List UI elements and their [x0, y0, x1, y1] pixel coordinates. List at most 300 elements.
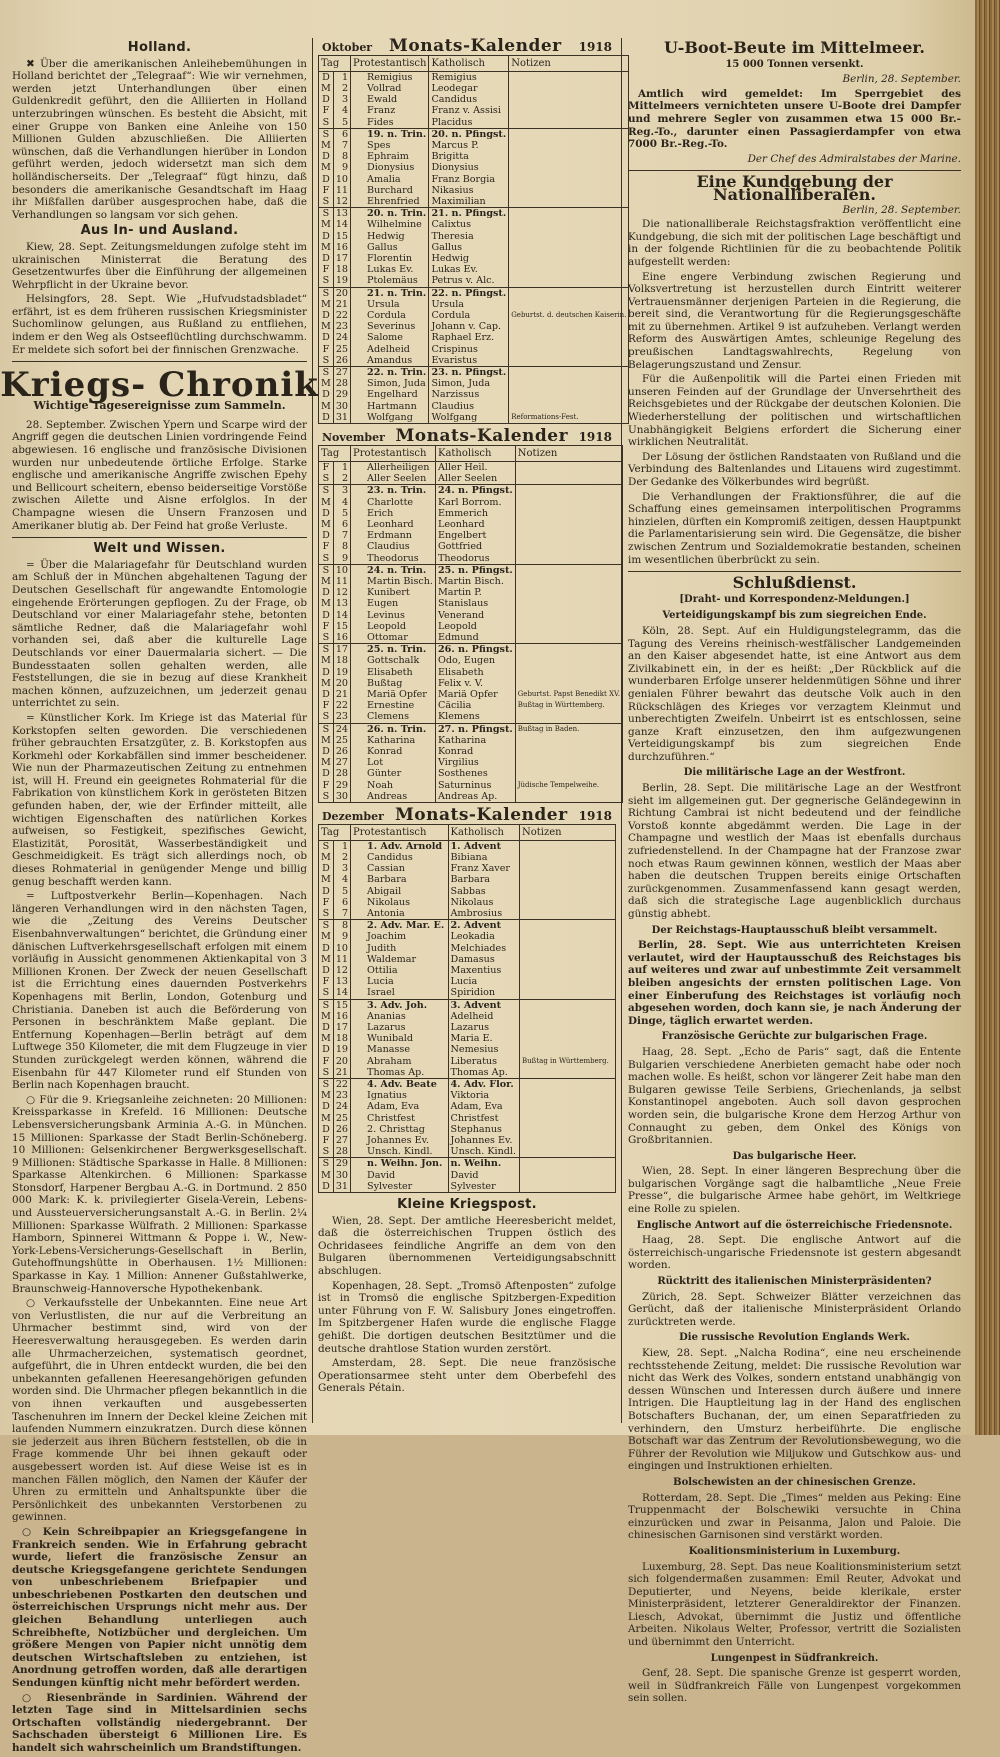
calendar-catholic: Leonhard	[435, 519, 515, 530]
ausland-article-helsingfors: Helsingfors, 28. Sept. Wie „Hufvudstadsbladet“ erfährt, ist es dem früheren russischen Kriegsminister Suchomlinow gelungen, aus Rußland zu entfliehen, indem er den Weg als Ostseeflüchtling durchschwamm. Er meldete sich sofort bei der finnischen Grenzwache.	[12, 293, 307, 356]
calendar-date: 25	[333, 1113, 350, 1124]
calendar-protestant: Amalia	[351, 174, 429, 185]
news-heading: Rücktritt des italienischen Ministerpräsidenten?	[657, 1276, 932, 1288]
calendar-protestant: Clemens	[351, 711, 436, 723]
calendar-protestant: 26. n. Trin.	[351, 723, 436, 735]
calendar-catholic: Hedwig	[429, 253, 509, 264]
calendar-day-row	[319, 735, 623, 746]
calendar-date: 12	[333, 587, 350, 598]
ubot-signature: Der Chef des Admiralstabes der Marine.	[747, 152, 961, 165]
calendar-protestant: Bußtag	[351, 678, 436, 689]
calendar-day-row	[319, 621, 623, 632]
kleine-kriegspost-heading: Kleine Kriegspost.	[397, 1197, 537, 1213]
calendar-day-row	[319, 564, 623, 576]
calendar-date: 20	[333, 1056, 350, 1067]
calendar-month: November	[322, 431, 385, 445]
calendar-note	[520, 965, 616, 976]
kriegs-chronik-subtitle: Wichtige Tagesereignisse zum Sammeln.	[33, 399, 286, 413]
calendar-catholic: Leokadia	[448, 931, 520, 942]
news-heading: Koalitionsministerium in Luxemburg.	[688, 1545, 901, 1557]
calendar-date: 9	[333, 162, 350, 173]
calendar-note	[520, 1079, 616, 1091]
calendar-date: 7	[333, 530, 350, 541]
calendar-catholic: 23. n. Pfingst.	[429, 367, 509, 379]
calendar-protestant: Candidus	[351, 852, 448, 863]
calendar-catholic: Virgilius	[435, 757, 515, 768]
calendar-note	[515, 541, 622, 552]
calendar-catholic: 20. n. Pfingst.	[429, 128, 509, 140]
calendar-day-row	[319, 1135, 616, 1146]
calendar-note	[515, 576, 622, 587]
calendar-protestant: Abraham	[351, 1056, 448, 1067]
calendar-day-row	[319, 746, 623, 757]
calendar-note	[509, 71, 629, 83]
calendar-catholic: 1. Advent	[448, 840, 520, 852]
calendar-day-row	[319, 71, 629, 83]
calendar-month: Dezember	[322, 809, 384, 823]
calendar-weekday: S	[319, 473, 334, 485]
calendar-container	[318, 36, 627, 1193]
calendar-date: 4	[333, 105, 350, 116]
news-heading: Französische Gerüchte zur bulgarischen Frage.	[661, 1031, 928, 1043]
calendar-note	[515, 553, 622, 565]
ubot-title: U-Boot-Beute im Mittelmeer.	[664, 38, 925, 57]
calendar-note: Geburtst. d. deutschen Kaiserin.	[509, 310, 629, 321]
calendar-note	[509, 299, 629, 310]
calendar-weekday: D	[319, 943, 334, 954]
kundgebung-p5: Die Verhandlungen der Fraktionsführer, die auf die Schaffung eines gemeinsamen interpolitischen Programms hinzielen, dürften ein Kompromiß zeitigen, dessen Hauptpunkt die Parlamentarisierung sein wird. Die Gegensätze, die bisher zwischen Zentrum und Sozialdemokratie bestanden, scheinen im wesentlichen überbrückt zu sein.	[628, 490, 961, 566]
calendar-weekday: F	[319, 1056, 334, 1067]
calendar-weekday: S	[319, 632, 334, 644]
calendar-protestant: Amandus	[351, 355, 429, 367]
calendar-note	[515, 587, 622, 598]
calendar-note	[509, 242, 629, 253]
calendar-year: 1918	[578, 430, 612, 445]
calendar-column-header: Protestantisch	[351, 824, 448, 840]
calendar-day-row	[319, 389, 629, 400]
welt-article-schreibpapier: ○ Kein Schreibpapier an Kriegsgefangene in Frankreich senden. Wie in Erfahrung gebracht wurde, liefert die französische Zensur an deutsche Kriegsgefangene gerichtete Sendungen von unbeschriebenem Briefpapier und unbeschriebenen Postkarten den deutschen und österreichischen Ursprungs nicht mehr aus. Der gleichen Behandlung unterliegen auch Schreibhefte, Notizbücher und dergleichen. Um größere Mengen von Papier nicht unnötig dem deutschen Wirtschaftsleben zu entziehen, ist Anordnung getroffen worden, daß alle derartigen Sendungen künftig nicht mehr befördert werden.	[12, 1525, 307, 1690]
calendar-day-row	[319, 473, 623, 485]
calendar-weekday: S	[319, 564, 334, 576]
calendar-column-header: Tag	[319, 824, 351, 840]
calendar-date: 30	[333, 1170, 350, 1181]
news-item: Wien, 28. Sept. In einer längeren Besprechung über die bulgarischen Vorgänge sagt die halbamtliche „Neue Freie Presse“, die bulgarische Armee habe gehört, im Weltkriege eine Rolle zu spielen.	[628, 1165, 961, 1216]
calendar-weekday: D	[319, 174, 334, 185]
calendar-catholic: Saturninus	[435, 780, 515, 791]
calendar-note	[509, 219, 629, 230]
calendar-day-row	[319, 412, 629, 424]
calendar-date: 24	[333, 1101, 350, 1112]
calendar-weekday: S	[319, 723, 334, 735]
calendar-catholic: Mariä Opfer	[435, 689, 515, 700]
news-item: Haag, 28. Sept. Die englische Antwort auf die österreichisch-ungarische Friedensnote ist gestern abgesandt worden.	[628, 1234, 961, 1272]
calendar-weekday: S	[319, 355, 334, 367]
welt-heading: Welt und Wissen.	[93, 541, 226, 557]
calendar-day-row	[319, 367, 629, 379]
calendar-day-row	[319, 185, 629, 196]
calendar-column-header: Katholisch	[435, 445, 515, 461]
calendar-protestant: Erdmann	[351, 530, 436, 541]
calendar-day-row	[319, 1181, 616, 1193]
calendar-protestant: 2. Adv. Mar. E.	[351, 920, 448, 932]
calendar-day-row	[319, 689, 623, 700]
calendar-catholic: Crispinus	[429, 344, 509, 355]
calendar-weekday: F	[319, 344, 334, 355]
calendar-day-row	[319, 299, 629, 310]
calendar-day-row	[319, 332, 629, 343]
calendar-catholic: Theodorus	[435, 553, 515, 565]
calendar-weekday: F	[319, 621, 334, 632]
calendar-weekday: M	[319, 219, 334, 230]
calendar-table	[318, 55, 629, 425]
calendar-note	[509, 367, 629, 379]
calendar-weekday: M	[319, 735, 334, 746]
calendar-day-row	[319, 485, 623, 497]
calendar-protestant: 24. n. Trin.	[351, 564, 436, 576]
calendar-catholic: Damasus	[448, 954, 520, 965]
calendar-catholic: Johannes Ev.	[448, 1135, 520, 1146]
calendar-header-row	[319, 55, 629, 71]
calendar-date: 27	[333, 367, 350, 379]
calendar-note	[520, 1011, 616, 1022]
calendar-catholic: Stanislaus	[435, 598, 515, 609]
left-column	[0, 38, 319, 1757]
calendar-weekday: S	[319, 208, 334, 220]
calendar-column-header: Tag	[319, 55, 351, 71]
calendar-date: 31	[333, 1181, 350, 1193]
calendar-catholic: Petrus v. Alc.	[429, 275, 509, 287]
calendar-header-row	[319, 824, 616, 840]
calendar-date: 2	[333, 473, 350, 485]
calendar-catholic: Engelbert	[435, 530, 515, 541]
calendar-date: 28	[333, 1146, 350, 1158]
calendar-catholic: Franz Xaver	[448, 863, 520, 874]
calendar-protestant: Adelheid	[351, 344, 429, 355]
calendar-weekday: F	[319, 700, 334, 711]
calendar-note	[515, 711, 622, 723]
calendar-catholic: Franz v. Assisi	[429, 105, 509, 116]
calendar-protestant: 22. n. Trin.	[351, 367, 429, 379]
calendar-day-row	[319, 667, 623, 678]
calendar-day-row	[319, 1124, 616, 1135]
calendar-date: 18	[333, 655, 350, 666]
calendar-weekday: D	[319, 1181, 334, 1193]
calendar-catholic: Leopold	[435, 621, 515, 632]
calendar-day-row	[319, 253, 629, 264]
calendar-day-row	[319, 897, 616, 908]
calendar-note	[515, 530, 622, 541]
calendar-weekday: D	[319, 863, 334, 874]
calendar-note	[520, 1135, 616, 1146]
news-heading: Englische Antwort auf die österreichische Friedensnote.	[636, 1219, 953, 1231]
calendar-catholic: 4. Adv. Flor.	[448, 1079, 520, 1091]
calendar-day-row	[319, 310, 629, 321]
calendar-weekday: S	[319, 287, 334, 299]
calendar-note	[509, 321, 629, 332]
calendar-catholic: Wolfgang	[429, 412, 509, 424]
calendar-title: Monats-Kalender	[389, 36, 562, 56]
calendar-protestant: Engelhard	[351, 389, 429, 400]
calendar-day-row	[319, 401, 629, 412]
divider	[628, 571, 961, 572]
calendar-weekday: M	[319, 242, 334, 253]
calendar-weekday: D	[319, 1101, 334, 1112]
calendar-protestant: Gallus	[351, 242, 429, 253]
calendar-weekday: D	[319, 151, 334, 162]
calendar-day-row	[319, 976, 616, 987]
calendar-date: 30	[333, 791, 350, 803]
calendar-protestant: Israel	[351, 987, 448, 999]
calendar-catholic: Odo, Eugen	[435, 655, 515, 666]
kriegspost-amsterdam: Amsterdam, 28. Sept. Die neue französische Operationsarmee steht unter dem Oberbefehl des Generals Pétain.	[318, 1357, 616, 1395]
calendar-day-row	[319, 208, 629, 220]
calendar-date: 30	[333, 401, 350, 412]
calendar-date: 19	[333, 1044, 350, 1055]
calendar-catholic: Franz Borgia	[429, 174, 509, 185]
calendar-day-row	[319, 264, 629, 275]
news-item: Genf, 28. Sept. Die spanische Grenze ist gesperrt worden, weil in Südfrankreich Fälle von Lungenpest vorgekommen sein sollen.	[628, 1667, 961, 1705]
calendar-catholic: Martin P.	[435, 587, 515, 598]
calendar-protestant: Unsch. Kindl.	[351, 1146, 448, 1158]
calendar-weekday: S	[319, 1146, 334, 1158]
calendar-protestant: Claudius	[351, 541, 436, 552]
calendar-note	[515, 644, 622, 656]
calendar-day-row	[319, 497, 623, 508]
calendar-date: 26	[333, 355, 350, 367]
middle-column	[318, 36, 627, 1397]
calendar-date: 28	[333, 768, 350, 779]
column-rule-left	[312, 38, 313, 1423]
calendar-day-row	[319, 355, 629, 367]
calendar-day-row	[319, 174, 629, 185]
ubot-subtitle: 15 000 Tonnen versenkt.	[725, 58, 864, 70]
calendar-day-row	[319, 931, 616, 942]
welt-article-kriegsanleihe: ○ Für die 9. Kriegsanleihe zeichneten: 20 Millionen: Kreissparkasse in Krefeld. 16 Millionen: Deutsche Lebensversicherungsbank Arminia A.-G. in München. 15 Millionen: Sparkasse der Stadt Berlin-Schöneberg. 10 Millionen: Gelsenkirchener Bergwerksgesellschaft. 9 Millionen: Städtische Sparkasse in Halle. 8 Millionen: Sparkasse Altenkirchen. 6 Millionen: Sparkasse Stonsdorf, Harpener Bergbau A.-G. in Dortmund. 2 850 000 Mark: K. k. privilegierter Gisela-Verein, Lebens- und Aussteuerversicherungsanstalt A.-G. in Berlin. 2¼ Millionen: Sparkasse Wülfrath. 2 Millionen: Sparkasse Hamborn, Spinnerei Wittmann & Poppe i. W., New-York-Lebens-Versicherungs-Gesellschaft in Berlin, Gutehoffnungshütte in Oberhausen. 1½ Millionen: Sparkasse in Kay. 1 Million: Annener Gußstahlwerke, Braunschweig-Hannoversche Hypothekenbank.	[12, 1093, 307, 1295]
calendar-protestant: n. Weihn. Jon.	[351, 1158, 448, 1170]
calendar-catholic: Remigius	[429, 71, 509, 83]
calendar-note	[520, 1044, 616, 1055]
calendar-catholic: Elisabeth	[435, 667, 515, 678]
calendar-note: Bußtag in Baden.	[515, 723, 622, 735]
calendar-catholic: Bibiana	[448, 852, 520, 863]
calendar-note	[509, 378, 629, 389]
calendar-day-row	[319, 632, 623, 644]
calendar-protestant: Wolfgang	[351, 412, 429, 424]
calendar-note	[520, 976, 616, 987]
calendar-day-row	[319, 83, 629, 94]
calendar-catholic: 24. n. Pfingst.	[435, 485, 515, 497]
calendar-catholic: 21. n. Pfingst.	[429, 208, 509, 220]
calendar-day-row	[319, 1011, 616, 1022]
book-binding-edge	[975, 0, 1000, 1435]
calendar-weekday: M	[319, 931, 334, 942]
calendar-date: 20	[333, 287, 350, 299]
calendar-note	[520, 1113, 616, 1124]
calendar-date: 5	[333, 508, 350, 519]
calendar-day-row	[319, 780, 623, 791]
calendar-note	[520, 863, 616, 874]
calendar-weekday: S	[319, 117, 334, 129]
calendar-day-row	[319, 541, 623, 552]
calendar-catholic: Maria E.	[448, 1033, 520, 1044]
calendar-protestant: 2. Christtag	[351, 1124, 448, 1135]
calendar-day-row	[319, 954, 616, 965]
calendar-note	[520, 886, 616, 897]
kriegs-chronik-title-part2: Chronik	[158, 364, 319, 405]
calendar-date: 12	[333, 965, 350, 976]
calendar-catholic: Evaristus	[429, 355, 509, 367]
news-item: Berlin, 28. Sept. Wie aus unterrichteten Kreisen verlautet, wird der Hauptausschuß des Reichstages bis auf weiteres und zwar auf unbestimmte Zeit versammelt bleiben angesichts der ernsten politischen Lage. Von einer Einberufung des Reichstages ist vorläufig noch abgesehen worden, doch kann sie, je nach Änderung der Dinge, täglich erwartet werden.	[628, 939, 961, 1027]
calendar-weekday: S	[319, 644, 334, 656]
schlussdienst-title: Schlußdienst.	[732, 573, 857, 593]
calendar-catholic: Lukas Ev.	[429, 264, 509, 275]
calendar-weekday: D	[319, 508, 334, 519]
calendar-catholic: Cordula	[429, 310, 509, 321]
calendar-date: 2	[333, 852, 350, 863]
calendar-protestant: 3. Adv. Joh.	[351, 999, 448, 1011]
news-item: Zürich, 28. Sept. Schweizer Blätter verzeichnen das Gerücht, daß der italienische Ministerpräsident Orlando zurücktreten werde.	[628, 1290, 961, 1328]
calendar-weekday: S	[319, 840, 334, 852]
calendar-column-header: Katholisch	[448, 824, 520, 840]
calendar-weekday: M	[319, 757, 334, 768]
calendar-note	[520, 931, 616, 942]
calendar-note	[509, 344, 629, 355]
calendar-catholic: 27. n. Pfingst.	[435, 723, 515, 735]
kriegs-chronik-title-part1: Kriegs-	[0, 364, 147, 405]
calendar-weekday: S	[319, 128, 334, 140]
calendar-weekday: D	[319, 71, 334, 83]
ubot-report: Amtlich wird gemeldet: Im Sperrgebiet des Mittelmeers vernichteten unsere U-Boote drei Dampfer und mehrere Segler von zusammen etwa 15 000 Br.-Reg.-To., darunter einen Passagierdampfer von etwa 7000 Br.-Reg.-To.	[628, 87, 961, 151]
calendar-note	[520, 897, 616, 908]
calendar-date: 16	[333, 1011, 350, 1022]
calendar-note	[520, 999, 616, 1011]
calendar-catholic: Liberatus	[448, 1056, 520, 1067]
calendar-date: 6	[333, 519, 350, 530]
calendar-note	[509, 389, 629, 400]
calendar-day-row	[319, 287, 629, 299]
calendar-catholic: Sabbas	[448, 886, 520, 897]
calendar-catholic: Ursula	[429, 299, 509, 310]
calendar-weekday: M	[319, 401, 334, 412]
calendar-protestant: 4. Adv. Beate	[351, 1079, 448, 1091]
calendar-protestant: Dionysius	[351, 162, 429, 173]
calendar-note	[515, 610, 622, 621]
calendar-day-row	[319, 768, 623, 779]
calendar-date: 9	[333, 931, 350, 942]
calendar-date: 17	[333, 253, 350, 264]
calendar-protestant: Ottomar	[351, 632, 436, 644]
calendar-protestant: Cordula	[351, 310, 429, 321]
calendar-title: Monats-Kalender	[395, 426, 569, 447]
calendar-weekday: M	[319, 162, 334, 173]
calendar-note	[509, 332, 629, 343]
calendar-protestant: Ehrenfried	[351, 196, 429, 208]
calendar-catholic: Adelheid	[448, 1011, 520, 1022]
calendar-header-row	[319, 445, 623, 461]
calendar-year: 1918	[578, 808, 612, 823]
calendar-date: 17	[333, 1022, 350, 1033]
calendar-date: 13	[333, 208, 350, 220]
calendar-protestant: Lucia	[351, 976, 448, 987]
calendar-date: 10	[333, 943, 350, 954]
calendar-catholic: Maximilian	[429, 196, 509, 208]
calendar-catholic: Nemesius	[448, 1044, 520, 1055]
calendar-protestant: Remigius	[351, 71, 429, 83]
calendar-catholic: Thomas Ap.	[448, 1067, 520, 1079]
calendar-note: Reformations-Fest.	[509, 412, 629, 424]
calendar-column-header: Notizen	[520, 824, 616, 840]
news-heading: Lungenpest in Südfrankreich.	[710, 1652, 879, 1664]
calendar-protestant: 1. Adv. Arnold	[351, 840, 448, 852]
calendar-note	[520, 1101, 616, 1112]
calendar-date: 4	[333, 497, 350, 508]
kriegspost-wien: Wien, 28. Sept. Der amtliche Heeresbericht meldet, daß die österreichischen Truppen östlich des Ochridasees feindliche Angriffe an dem von den Bulgaren übernommenen Verteidigungsabschnitt abschlugen.	[318, 1214, 616, 1278]
calendar-catholic: Raphael Erz.	[429, 332, 509, 343]
calendar-day-row	[319, 700, 623, 711]
calendar-weekday: F	[319, 976, 334, 987]
calendar-day-row	[319, 576, 623, 587]
calendar-table	[318, 824, 616, 1194]
calendar-table	[318, 445, 623, 803]
calendar-protestant: Thomas Ap.	[351, 1067, 448, 1079]
calendar-catholic: Johann v. Cap.	[429, 321, 509, 332]
calendar-date: 5	[333, 117, 350, 129]
calendar-date: 12	[333, 196, 350, 208]
calendar-day-row	[319, 94, 629, 105]
calendar-header	[318, 426, 616, 447]
calendar-weekday: S	[319, 908, 334, 920]
kundgebung-dateline: Berlin, 28. September.	[842, 203, 961, 216]
calendar-weekday: D	[319, 1124, 334, 1135]
calendar-note	[520, 1146, 616, 1158]
calendar-day-row	[319, 378, 629, 389]
calendar-date: 21	[333, 689, 350, 700]
calendar-protestant: Vollrad	[351, 83, 429, 94]
calendar-day-row	[319, 128, 629, 140]
calendar-date: 18	[333, 1033, 350, 1044]
ausland-heading: Aus In- und Ausland.	[80, 223, 239, 239]
calendar-weekday: D	[319, 746, 334, 757]
calendar-date: 7	[333, 908, 350, 920]
calendar-protestant: Gottschalk	[351, 655, 436, 666]
calendar-note	[520, 1022, 616, 1033]
calendar-protestant: Ephraim	[351, 151, 429, 162]
calendar-weekday: D	[319, 94, 334, 105]
calendar-day-row	[319, 886, 616, 897]
calendar-catholic: Gallus	[429, 242, 509, 253]
calendar-note	[509, 151, 629, 162]
calendar-protestant: Lukas Ev.	[351, 264, 429, 275]
calendar-date: 13	[333, 598, 350, 609]
calendar-protestant: 20. n. Trin.	[351, 208, 429, 220]
calendar-day-row	[319, 231, 629, 242]
calendar-date: 10	[333, 174, 350, 185]
calendar-catholic: David	[448, 1170, 520, 1181]
calendar-note	[509, 174, 629, 185]
calendar-day-row	[319, 321, 629, 332]
calendar-day-row	[319, 987, 616, 999]
calendar-note	[509, 94, 629, 105]
calendar-day-row	[319, 1158, 616, 1170]
calendar-protestant: Leopold	[351, 621, 436, 632]
calendar-protestant: Sylvester	[351, 1181, 448, 1193]
calendar-catholic: Melchiades	[448, 943, 520, 954]
calendar-catholic: Spiridion	[448, 987, 520, 999]
calendar-day-row	[319, 1056, 616, 1067]
calendar-date: 10	[333, 564, 350, 576]
calendar-note	[509, 275, 629, 287]
calendar-date: 1	[333, 71, 350, 83]
